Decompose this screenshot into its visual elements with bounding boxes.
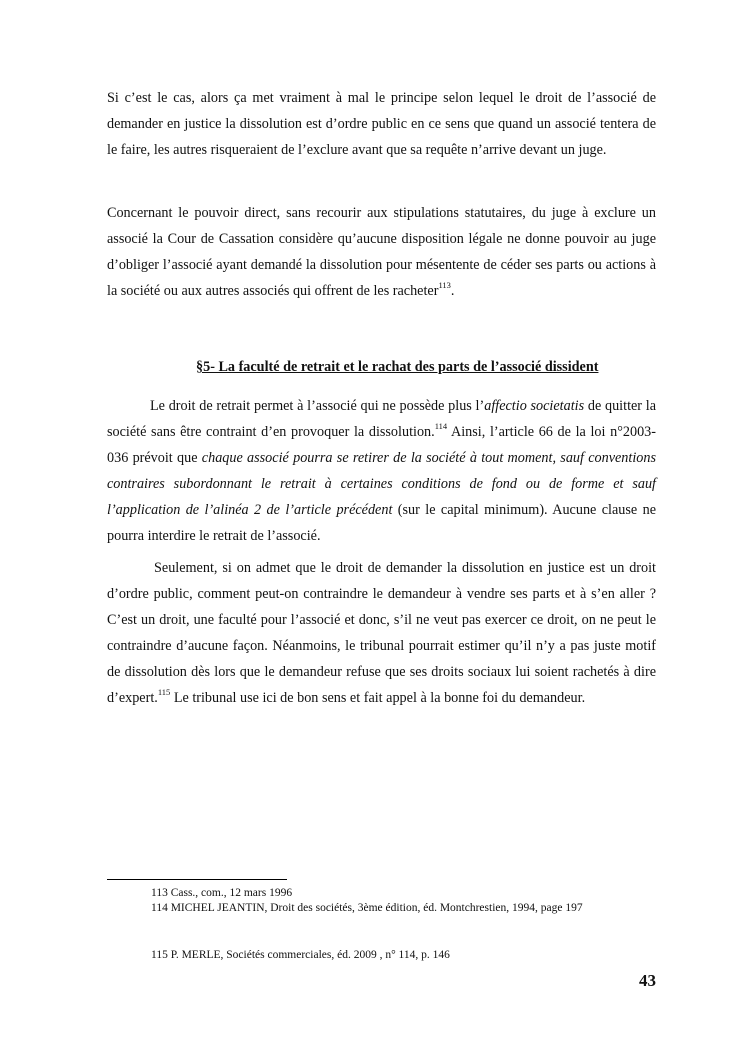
paragraph-text: Seulement, si on admet que le droit de demander la dissolution en justice est un droit d’ordre public, comment peut-on contraindre le demandeur à vendre ses parts et à s’en aller ? C’est un droit, une faculté pour l’associé et donc, s’il ne veut pas exercer ce droit, on ne peut le contraindre d’aucune façon. Néanmoins, le tribunal pourrait estimer qu’il n’y a pas juste motif de dissolution dès lors que le demandeur refuse que ses droits sociaux lui soient rachetés à dire d’expert.: [107, 560, 656, 706]
paragraph-text: Ainsi, l’article 66 de la loi n°2003-036 prévoit que: [107, 424, 656, 466]
paragraph-text: Le tribunal use ici de bon sens et fait appel à la bonne foi du demandeur.: [170, 690, 586, 706]
page-number: 43: [639, 971, 656, 990]
paragraph-text: Si c’est le cas, alors ça met vraiment à mal le principe selon lequel le droit de l’associé de demander en justice la dissolution est d’ordre public en ce sens que quand un associé tentera de le faire, les autres risqueraient de l’exclure avant que sa requête n’arrive devant un juge.: [107, 90, 656, 158]
footnote-115: 115 P. MERLE, Sociétés commerciales, éd. 2009 , n° 114, p. 146: [151, 949, 450, 961]
paragraph-text: de quitter la société sans être contraint d’en provoquer la dissolution.: [107, 398, 657, 440]
paragraph-text: Concernant le pouvoir direct, sans recourir aux stipulations statutaires, du juge à exclure un associé la Cour de Cassation considère qu’aucune disposition légale ne donne pouvoir au juge d’obliger l’associé ayant demandé la dissolution pour mésentente de céder ses parts ou actions à la société ou aux autres associés qui offrent de les racheter: [107, 205, 656, 299]
footnote-ref-114[interactable]: 114: [434, 421, 448, 432]
paragraph-text: Le droit de retrait permet à l’associé qui ne possède plus l’: [150, 398, 485, 414]
footnote-114: 114 MICHEL JEANTIN, Droit des sociétés, 3ème édition, éd. Montchrestien, 1994, page 197: [151, 902, 583, 914]
paragraph-public-order: [107, 555, 656, 711]
paragraph-text: (sur le capital minimum). Aucune clause ne pourra interdire le retrait de l’associé.: [107, 502, 656, 544]
law-quote: chaque associé pourra se retirer de la société à tout moment, sauf conventions contraires subordonnant le retrait à certaines conditions de fond ou de forme et sauf l’application de l’alinéa 2 de l’article précédent: [107, 450, 656, 518]
paragraph-judge-power: [107, 200, 656, 304]
italic-term: affectio societatis: [484, 398, 585, 414]
paragraph-exclusion-risk: [107, 85, 656, 163]
footnote-ref-115[interactable]: 115: [157, 687, 171, 698]
section-heading: §5- La faculté de retrait et le rachat des parts de l’associé dissident: [196, 359, 599, 375]
paragraph-right-of-withdrawal: [107, 393, 656, 549]
paragraph-text-end: .: [450, 283, 455, 299]
footnote-ref-113[interactable]: 113: [438, 280, 451, 291]
footnote-113: 113 Cass., com., 12 mars 1996: [151, 887, 293, 899]
footnote-separator: [107, 879, 287, 880]
